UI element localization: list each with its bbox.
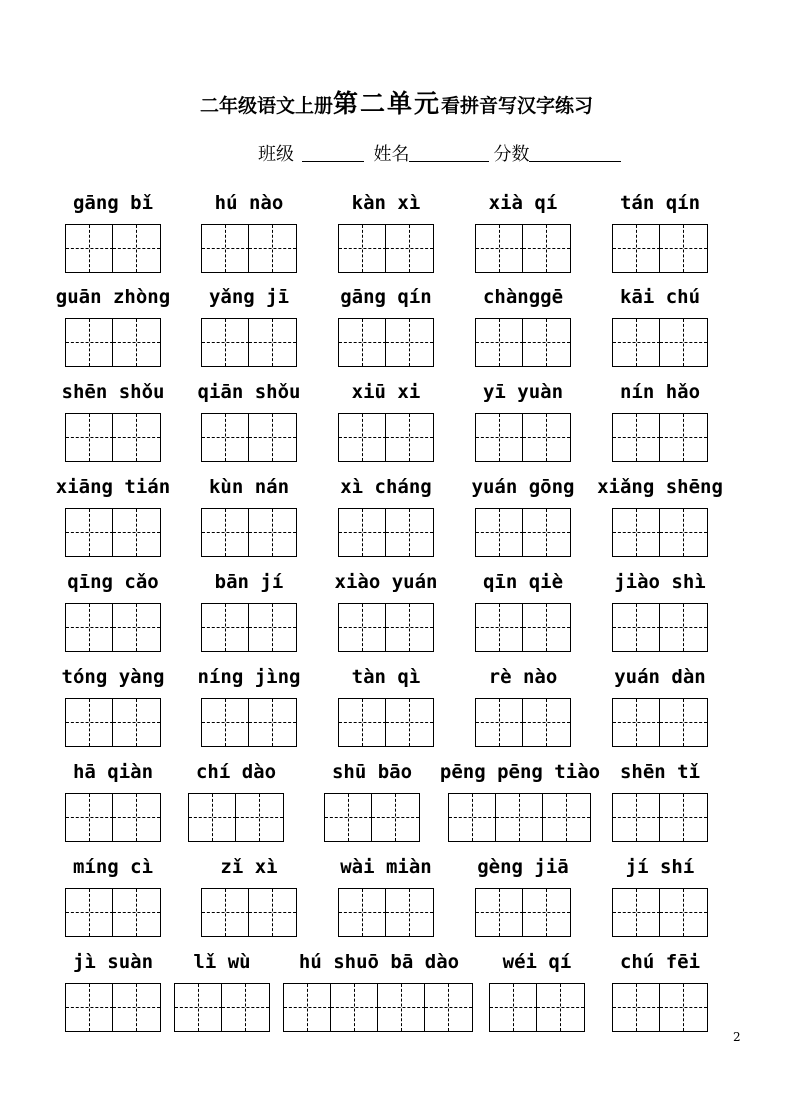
pinyin-label: pēng pēng tiào [439,761,601,783]
writing-grid[interactable] [475,888,571,937]
character-box[interactable] [496,794,543,841]
character-box[interactable] [66,225,113,272]
pinyin-label: nín hǎo [619,381,701,403]
writing-grid[interactable] [324,793,420,842]
character-box[interactable] [66,889,113,936]
pinyin-label: zǐ xì [220,856,278,878]
character-box[interactable] [660,319,707,366]
character-box[interactable] [339,225,386,272]
writing-grid[interactable] [65,603,161,652]
pinyin-label: guān zhòng [55,286,171,308]
class-blank[interactable] [302,143,364,162]
writing-grid[interactable] [475,224,571,273]
writing-grid[interactable] [201,698,297,747]
pinyin-label: kàn xì [351,192,421,214]
pinyin-label: chànggē [482,286,564,308]
character-box[interactable] [476,319,523,366]
character-box[interactable] [660,604,707,651]
writing-grid[interactable] [612,603,708,652]
character-box[interactable] [339,604,386,651]
character-box[interactable] [378,984,425,1031]
pinyin-label: shū bāo [331,761,413,783]
character-box[interactable] [476,509,523,556]
class-label: 班级 [258,144,294,165]
writing-grid[interactable] [201,603,297,652]
character-box[interactable] [202,225,249,272]
character-box[interactable] [113,509,160,556]
character-box[interactable] [523,604,570,651]
character-box[interactable] [660,509,707,556]
pinyin-label: tóng yàng [61,666,165,688]
writing-grid[interactable] [612,983,708,1032]
character-box[interactable] [613,794,660,841]
writing-grid[interactable] [65,698,161,747]
pinyin-label: gāng bǐ [72,192,154,214]
character-box[interactable] [331,984,378,1031]
writing-grid[interactable] [338,413,434,462]
character-box[interactable] [249,604,296,651]
character-box[interactable] [249,889,296,936]
character-box[interactable] [660,414,707,461]
title-suffix: 看拼音写汉字练习 [441,95,594,117]
pinyin-label: xià qí [488,192,558,214]
writing-grid[interactable] [475,603,571,652]
character-box[interactable] [249,509,296,556]
writing-grid[interactable] [283,983,473,1032]
character-box[interactable] [660,794,707,841]
character-box[interactable] [613,225,660,272]
character-box[interactable] [523,319,570,366]
pinyin-label: wài miàn [340,856,432,878]
pinyin-label: yuán dàn [614,666,706,688]
character-box[interactable] [339,699,386,746]
pinyin-label: hú shuō bā dào [298,951,460,973]
character-box[interactable] [613,889,660,936]
character-box[interactable] [425,984,472,1031]
character-box[interactable] [284,984,331,1031]
pinyin-label: chú fēi [619,951,701,973]
writing-grid[interactable] [338,508,434,557]
writing-grid[interactable] [338,603,434,652]
pinyin-label: gèng jiā [477,856,569,878]
writing-grid[interactable] [612,224,708,273]
character-box[interactable] [249,225,296,272]
pinyin-label: jì suàn [72,951,154,973]
score-label: 分数 [493,144,530,165]
writing-grid[interactable] [475,698,571,747]
writing-grid[interactable] [475,413,571,462]
pinyin-label: gāng qín [340,286,432,308]
character-box[interactable] [476,414,523,461]
character-box[interactable] [523,509,570,556]
name-label: 姓名 [373,144,410,165]
character-box[interactable] [113,699,160,746]
character-box[interactable] [613,699,660,746]
character-box[interactable] [249,414,296,461]
character-box[interactable] [386,699,433,746]
pinyin-label: tán qín [619,192,701,214]
writing-grid[interactable] [612,888,708,937]
pinyin-label: yī yuàn [482,381,564,403]
writing-grid[interactable] [612,318,708,367]
character-box[interactable] [113,604,160,651]
pinyin-label: xiǎng shēng [597,476,723,498]
writing-grid[interactable] [201,224,297,273]
character-box[interactable] [386,319,433,366]
character-box[interactable] [325,794,372,841]
character-box[interactable] [202,319,249,366]
character-box[interactable] [66,604,113,651]
pinyin-label: kùn nán [208,476,290,498]
character-box[interactable] [537,984,584,1031]
character-box[interactable] [660,984,707,1031]
character-box[interactable] [66,414,113,461]
character-box[interactable] [113,225,160,272]
character-box[interactable] [386,225,433,272]
writing-grid[interactable] [65,318,161,367]
name-blank[interactable] [409,143,489,162]
title-prefix: 二年级语文上册 [199,95,333,117]
character-box[interactable] [339,414,386,461]
pinyin-label: wéi qí [502,951,572,973]
writing-grid[interactable] [65,224,161,273]
pinyin-label: shēn tǐ [619,761,701,783]
character-box[interactable] [339,509,386,556]
character-box[interactable] [523,225,570,272]
character-box[interactable] [202,414,249,461]
pinyin-label: yǎng jī [208,286,290,308]
character-box[interactable] [523,699,570,746]
character-box[interactable] [613,414,660,461]
character-box[interactable] [660,699,707,746]
pinyin-label: rè nào [488,666,558,688]
character-box[interactable] [660,225,707,272]
writing-grid[interactable] [201,888,297,937]
character-box[interactable] [189,794,236,841]
character-box[interactable] [113,794,160,841]
character-box[interactable] [236,794,283,841]
writing-grid[interactable] [448,793,591,842]
character-box[interactable] [113,984,160,1031]
writing-grid[interactable] [65,508,161,557]
writing-grid[interactable] [65,888,161,937]
pinyin-label: qiān shǒu [197,381,301,403]
page-title [0,84,793,120]
character-box[interactable] [613,604,660,651]
character-box[interactable] [202,604,249,651]
writing-grid[interactable] [65,413,161,462]
writing-grid[interactable] [201,413,297,462]
character-box[interactable] [613,984,660,1031]
writing-grid[interactable] [338,318,434,367]
character-box[interactable] [66,319,113,366]
writing-grid[interactable] [65,793,161,842]
character-box[interactable] [386,414,433,461]
writing-grid[interactable] [201,318,297,367]
character-box[interactable] [523,414,570,461]
character-box[interactable] [449,794,496,841]
writing-grid[interactable] [612,508,708,557]
writing-grid[interactable] [174,983,270,1032]
character-box[interactable] [476,225,523,272]
pinyin-label: qīn qiè [482,571,564,593]
pinyin-label: hú nào [214,192,284,214]
pinyin-label: tàn qì [351,666,421,688]
pinyin-label: bān jí [214,571,284,593]
writing-grid[interactable] [612,413,708,462]
pinyin-label: chí dào [195,761,277,783]
character-box[interactable] [339,319,386,366]
writing-grid[interactable] [475,508,571,557]
pinyin-label: xiū xi [351,381,421,403]
character-box[interactable] [249,699,296,746]
pinyin-label: yuán gōng [471,476,575,498]
character-box[interactable] [113,414,160,461]
character-box[interactable] [66,794,113,841]
character-box[interactable] [386,509,433,556]
character-box[interactable] [543,794,590,841]
character-box[interactable] [386,889,433,936]
character-box[interactable] [222,984,269,1031]
character-box[interactable] [66,699,113,746]
character-box[interactable] [523,889,570,936]
character-box[interactable] [660,889,707,936]
student-info-line [258,140,625,166]
character-box[interactable] [339,889,386,936]
pinyin-label: kāi chú [619,286,701,308]
character-box[interactable] [613,319,660,366]
character-box[interactable] [113,889,160,936]
character-box[interactable] [249,319,296,366]
writing-grid[interactable] [338,888,434,937]
writing-grid[interactable] [612,698,708,747]
pinyin-label: xì cháng [340,476,432,498]
writing-grid[interactable] [338,698,434,747]
character-box[interactable] [476,604,523,651]
page-number: 2 [733,1030,741,1044]
title-unit: 第二单元 [332,89,441,118]
character-box[interactable] [202,889,249,936]
character-box[interactable] [66,509,113,556]
character-box[interactable] [476,889,523,936]
writing-grid[interactable] [65,983,161,1032]
writing-grid[interactable] [338,224,434,273]
pinyin-label: xiào yuán [334,571,438,593]
character-box[interactable] [202,699,249,746]
writing-grid[interactable] [201,508,297,557]
pinyin-label: qīng cǎo [67,571,159,593]
score-blank[interactable] [529,143,621,162]
pinyin-label: jí shí [625,856,695,878]
writing-grid[interactable] [489,983,585,1032]
pinyin-label: jiào shì [614,571,706,593]
pinyin-label: níng jìng [197,666,301,688]
pinyin-label: míng cì [72,856,154,878]
character-box[interactable] [386,604,433,651]
pinyin-label: lǐ wù [193,951,251,973]
pinyin-label: shēn shǒu [61,381,165,403]
character-box[interactable] [113,319,160,366]
pinyin-label: xiāng tián [55,476,171,498]
character-box[interactable] [202,509,249,556]
character-box[interactable] [66,984,113,1031]
pinyin-label: hā qiàn [72,761,154,783]
writing-grid[interactable] [612,793,708,842]
character-box[interactable] [175,984,222,1031]
character-box[interactable] [490,984,537,1031]
character-box[interactable] [613,509,660,556]
character-box[interactable] [476,699,523,746]
writing-grid[interactable] [475,318,571,367]
writing-grid[interactable] [188,793,284,842]
character-box[interactable] [372,794,419,841]
